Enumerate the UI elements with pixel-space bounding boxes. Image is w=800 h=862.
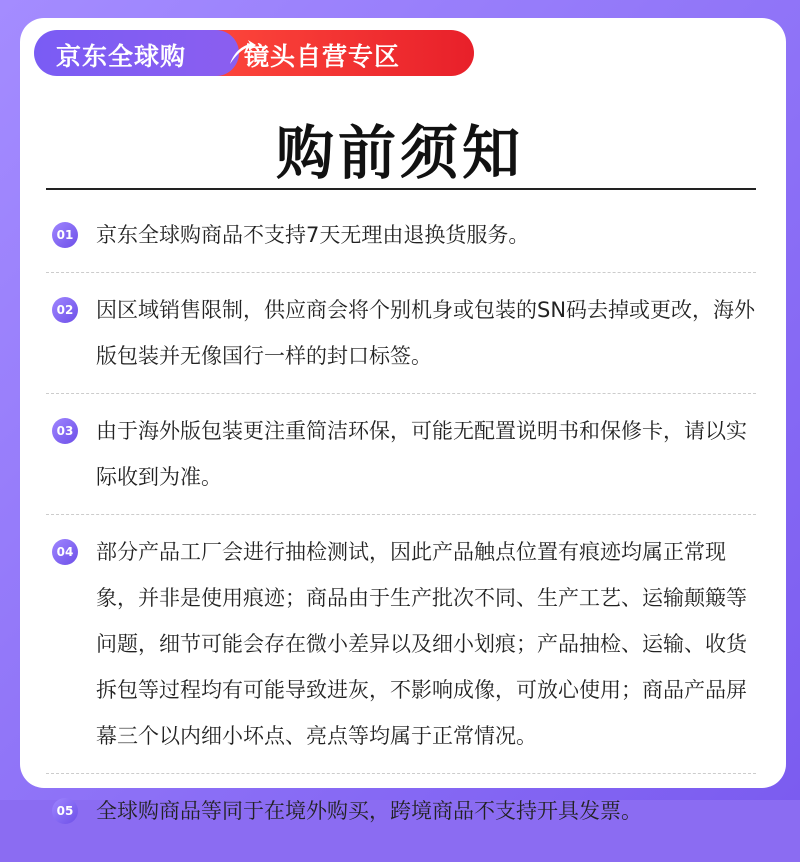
item-text: 京东全球购商品不支持7天无理由退换货服务。 bbox=[96, 223, 530, 247]
badge-global-buy-label: 京东全球购 bbox=[56, 42, 187, 71]
notice-list bbox=[46, 212, 756, 862]
item-text: 因区域销售限制，供应商会将个别机身或包装的SN码去掉或更改，海外版包装并无像国行一样的封口标签。 bbox=[96, 298, 756, 368]
notice-item bbox=[46, 212, 756, 273]
item-text: 全球购商品等同于在境外购买，跨境商品不支持开具发票。 bbox=[96, 799, 642, 823]
item-text: 由于海外版包装更注重简洁环保，可能无配置说明书和保修卡，请以实际收到为准。 bbox=[96, 419, 747, 489]
notice-item bbox=[46, 788, 756, 848]
badge-self-operated-label: 镜头自营专区 bbox=[244, 42, 401, 71]
item-number-badge: 02 bbox=[52, 297, 78, 323]
item-text: 部分产品工厂会进行抽检测试，因此产品触点位置有痕迹均属正常现象，并非是使用痕迹；商品由于生产批次不同、生产工艺、运输颠簸等问题，细节可能会存在微小差异以及细小划痕；产品抽检、运输、收货拆包等过程均有可能导致进灰，不影响成像，可放心使用；商品产品屏幕三个以内细小坏点、亮点等均属于正常情况。 bbox=[96, 540, 747, 748]
title-divider bbox=[46, 188, 756, 190]
item-number-badge: 04 bbox=[52, 539, 78, 565]
item-number-badge: 01 bbox=[52, 222, 78, 248]
header-badge bbox=[34, 30, 474, 76]
item-number-badge: 03 bbox=[52, 418, 78, 444]
page-title: 购前须知 bbox=[275, 119, 524, 187]
swoosh-arrow-icon bbox=[224, 36, 258, 70]
badge-global-buy bbox=[34, 30, 239, 76]
item-number-badge: 05 bbox=[52, 798, 78, 824]
notice-item bbox=[46, 529, 756, 774]
notice-item bbox=[46, 408, 756, 515]
notice-item bbox=[46, 287, 756, 394]
